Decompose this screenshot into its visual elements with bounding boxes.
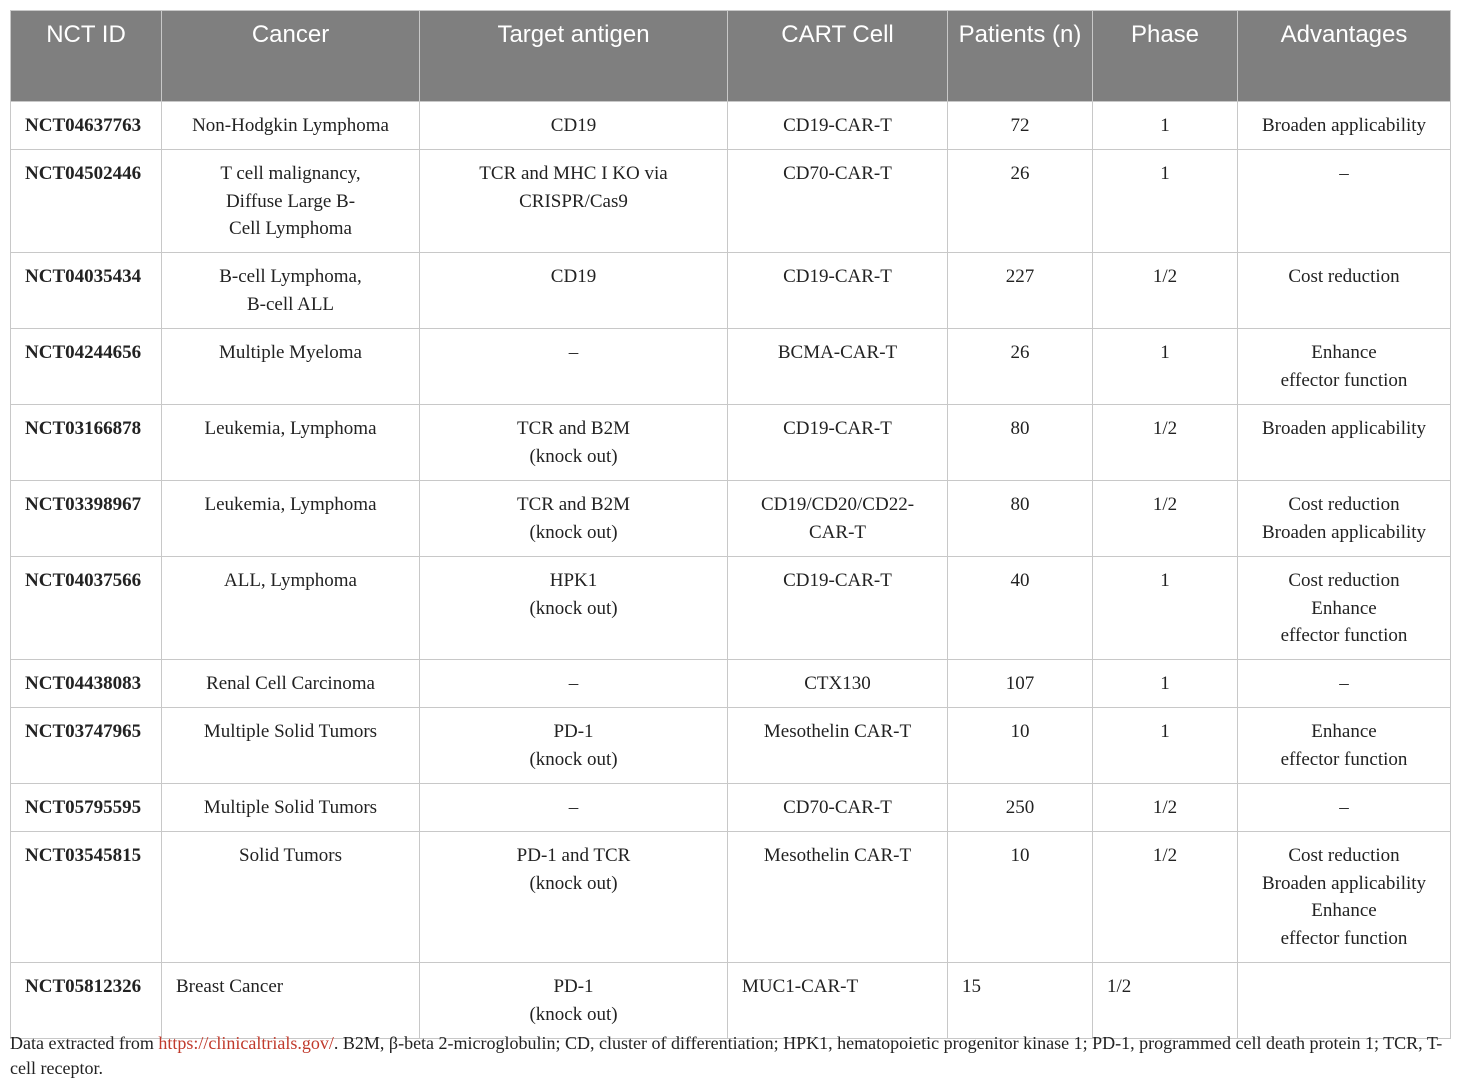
target-antigen-cell-line: (knock out)	[529, 872, 618, 894]
nct-id-cell: NCT05795595	[11, 784, 162, 832]
phase-cell: 1/2	[1093, 784, 1238, 832]
target-antigen-cell	[420, 784, 728, 832]
target-antigen-cell	[420, 708, 728, 784]
target-antigen-cell-line: TCR and B2M	[517, 418, 630, 439]
cart-cell-cell	[728, 405, 948, 481]
cart-cell-cell-line: CAR-T	[809, 521, 866, 543]
cancer-cell	[162, 963, 420, 1039]
clinical-trials-table	[10, 10, 1451, 1039]
cart-cell-cell	[728, 102, 948, 150]
cancer-cell-line: Cell Lymphoma	[229, 218, 352, 239]
target-antigen-cell	[420, 832, 728, 963]
header-row	[11, 11, 1451, 102]
cancer-cell	[162, 832, 420, 963]
cancer-cell	[162, 405, 420, 481]
advantages-cell-line: Enhance	[1311, 597, 1377, 619]
target-antigen-cell-line: CD19	[550, 266, 597, 287]
cancer-cell-line: Multiple Solid Tumors	[203, 797, 378, 818]
cart-cell-cell-line: CD19-CAR-T	[783, 115, 892, 136]
advantages-cell-line: –	[1339, 163, 1349, 184]
cancer-cell	[162, 481, 420, 557]
table-row	[11, 832, 1451, 963]
cancer-cell	[162, 329, 420, 405]
patients-cell: 227	[948, 253, 1093, 329]
cancer-cell-line: Non-Hodgkin Lymphoma	[192, 115, 389, 136]
target-antigen-cell	[420, 660, 728, 708]
target-antigen-cell-line: PD-1 and TCR	[516, 845, 631, 866]
target-antigen-cell-line: TCR and MHC I KO via	[479, 163, 668, 184]
cart-cell-cell-line: CD70-CAR-T	[783, 797, 892, 818]
target-antigen-cell	[420, 557, 728, 660]
patients-cell: 15	[948, 963, 1093, 1039]
cancer-cell-line: B-cell Lymphoma,	[219, 266, 362, 287]
advantages-cell	[1238, 963, 1451, 1039]
cart-cell-cell-line: CD70-CAR-T	[783, 163, 892, 184]
table-row	[11, 481, 1451, 557]
cart-cell-cell-line: BCMA-CAR-T	[777, 342, 898, 363]
phase-cell: 1	[1093, 102, 1238, 150]
advantages-cell	[1238, 150, 1451, 253]
header-cancer: Cancer	[162, 11, 420, 102]
target-antigen-cell-line: (knock out)	[529, 445, 618, 467]
phase-cell: 1	[1093, 150, 1238, 253]
table-row	[11, 329, 1451, 405]
advantages-cell-line: effector function	[1280, 748, 1408, 770]
target-antigen-cell	[420, 329, 728, 405]
cart-cell-cell-line: CD19-CAR-T	[783, 266, 892, 287]
advantages-cell-line: Broaden applicability	[1261, 521, 1427, 543]
patients-cell: 80	[948, 405, 1093, 481]
cancer-cell-line: B-cell ALL	[246, 293, 335, 315]
nct-id-cell: NCT04244656	[11, 329, 162, 405]
advantages-cell-line: –	[1339, 797, 1349, 818]
nct-id-cell: NCT04637763	[11, 102, 162, 150]
cancer-cell	[162, 708, 420, 784]
cancer-cell-line: Diffuse Large B-	[225, 190, 356, 212]
advantages-cell-line: effector function	[1280, 927, 1408, 949]
cart-cell-cell	[728, 963, 948, 1039]
header-cart-cell: CART Cell	[728, 11, 948, 102]
target-antigen-cell	[420, 963, 728, 1039]
advantages-cell-line: Broaden applicability	[1261, 115, 1427, 136]
cancer-cell	[162, 253, 420, 329]
phase-cell: 1	[1093, 329, 1238, 405]
phase-cell: 1/2	[1093, 405, 1238, 481]
target-antigen-cell-line: –	[568, 797, 579, 818]
advantages-cell	[1238, 832, 1451, 963]
table-body	[11, 102, 1451, 1039]
cart-cell-cell-line: CTX130	[804, 673, 871, 694]
table-row	[11, 150, 1451, 253]
advantages-cell	[1238, 660, 1451, 708]
advantages-cell	[1238, 481, 1451, 557]
phase-cell: 1	[1093, 660, 1238, 708]
cart-cell-cell	[728, 557, 948, 660]
patients-cell: 10	[948, 708, 1093, 784]
footnote-text: . B2M, β-beta 2-microglobulin; CD, cluster of differentiation; HPK1, hematopoietic progenitor kinase 1; PD-1, programmed cell death protein 1; TCR, T- cell receptor.	[10, 1033, 1443, 1078]
nct-id-cell: NCT05812326	[11, 963, 162, 1039]
advantages-cell-line: Enhance	[1311, 900, 1377, 921]
cancer-cell-line: Multiple Myeloma	[218, 342, 362, 363]
phase-cell: 1/2	[1093, 481, 1238, 557]
target-antigen-cell-line: (knock out)	[529, 1003, 618, 1025]
advantages-cell-line: Broaden applicability	[1261, 872, 1427, 894]
target-antigen-cell-line: CRISPR/Cas9	[519, 190, 628, 212]
nct-id-cell: NCT03747965	[11, 708, 162, 784]
cart-cell-cell	[728, 784, 948, 832]
advantages-cell	[1238, 253, 1451, 329]
advantages-cell	[1238, 405, 1451, 481]
cancer-cell	[162, 150, 420, 253]
cart-cell-cell-line: MUC1-CAR-T	[742, 976, 859, 997]
cart-cell-cell-line: CD19/CD20/CD22-	[760, 494, 915, 515]
cancer-cell-line: Renal Cell Carcinoma	[206, 673, 375, 694]
advantages-cell-line: Broaden applicability	[1261, 418, 1427, 439]
patients-cell: 80	[948, 481, 1093, 557]
cart-cell-cell	[728, 832, 948, 963]
nct-id-cell: NCT03545815	[11, 832, 162, 963]
table-row	[11, 405, 1451, 481]
cart-cell-cell	[728, 481, 948, 557]
advantages-cell-line: Enhance	[1311, 342, 1377, 363]
cancer-cell-line: ALL, Lymphoma	[224, 570, 357, 591]
target-antigen-cell-line: –	[568, 673, 579, 694]
header-patients: Patients (n)	[948, 11, 1093, 102]
table-row	[11, 963, 1451, 1039]
table-row	[11, 784, 1451, 832]
cancer-cell-line: Breast Cancer	[176, 976, 284, 997]
cart-cell-cell-line: Mesothelin CAR-T	[763, 721, 912, 742]
cancer-cell	[162, 102, 420, 150]
cancer-cell-line: Leukemia, Lymphoma	[204, 418, 377, 439]
cancer-cell-line: T cell malignancy,	[220, 163, 361, 184]
table-row	[11, 660, 1451, 708]
patients-cell: 10	[948, 832, 1093, 963]
nct-id-cell: NCT03398967	[11, 481, 162, 557]
target-antigen-cell-line: –	[568, 342, 579, 363]
advantages-cell-line: effector function	[1280, 625, 1408, 646]
target-antigen-cell-line: HPK1	[549, 570, 598, 591]
table-row	[11, 708, 1451, 784]
target-antigen-cell-line: (knock out)	[529, 748, 618, 770]
advantages-cell	[1238, 329, 1451, 405]
nct-id-cell: NCT04037566	[11, 557, 162, 660]
header-phase: Phase	[1093, 11, 1238, 102]
target-antigen-cell	[420, 150, 728, 253]
footnote	[10, 1031, 1452, 1081]
target-antigen-cell-line: PD-1	[553, 721, 594, 742]
nct-id-cell: NCT04035434	[11, 253, 162, 329]
cancer-cell	[162, 784, 420, 832]
cart-cell-cell	[728, 660, 948, 708]
target-antigen-cell	[420, 405, 728, 481]
advantages-cell-line: effector function	[1280, 369, 1408, 391]
target-antigen-cell-line: CD19	[550, 115, 597, 136]
nct-id-cell: NCT04438083	[11, 660, 162, 708]
advantages-cell	[1238, 784, 1451, 832]
header-advantages: Advantages	[1238, 11, 1451, 102]
phase-cell: 1/2	[1093, 963, 1238, 1039]
table-row	[11, 253, 1451, 329]
nct-id-cell: NCT04502446	[11, 150, 162, 253]
target-antigen-cell	[420, 102, 728, 150]
phase-cell: 1	[1093, 557, 1238, 660]
cancer-cell	[162, 660, 420, 708]
nct-id-cell: NCT03166878	[11, 405, 162, 481]
cancer-cell-line: Solid Tumors	[239, 845, 342, 866]
source-link[interactable]: https://clinicaltrials.gov/	[158, 1033, 334, 1053]
header-nct-id: NCT ID	[11, 11, 162, 102]
patients-cell: 250	[948, 784, 1093, 832]
table-row	[11, 557, 1451, 660]
advantages-cell-line: Enhance	[1311, 721, 1377, 742]
target-antigen-cell	[420, 253, 728, 329]
patients-cell: 72	[948, 102, 1093, 150]
target-antigen-cell-line: PD-1	[553, 976, 594, 997]
cancer-cell-line: Leukemia, Lymphoma	[204, 494, 377, 515]
header-target-antigen: Target antigen	[420, 11, 728, 102]
cart-cell-cell	[728, 329, 948, 405]
target-antigen-cell-line: (knock out)	[529, 521, 618, 543]
target-antigen-cell-line: (knock out)	[529, 597, 618, 619]
cart-cell-cell	[728, 150, 948, 253]
phase-cell: 1/2	[1093, 832, 1238, 963]
cart-cell-cell-line: CD19-CAR-T	[783, 570, 892, 591]
advantages-cell-line: Cost reduction	[1288, 570, 1400, 591]
advantages-cell-line: Cost reduction	[1288, 266, 1400, 287]
advantages-cell-line: Cost reduction	[1288, 845, 1400, 866]
cancer-cell	[162, 557, 420, 660]
advantages-cell-line: Cost reduction	[1288, 494, 1400, 515]
patients-cell: 40	[948, 557, 1093, 660]
cart-cell-cell	[728, 708, 948, 784]
phase-cell: 1/2	[1093, 253, 1238, 329]
advantages-cell	[1238, 708, 1451, 784]
advantages-cell	[1238, 557, 1451, 660]
phase-cell: 1	[1093, 708, 1238, 784]
table-row	[11, 102, 1451, 150]
cart-cell-cell	[728, 253, 948, 329]
patients-cell: 26	[948, 150, 1093, 253]
cart-cell-cell-line: Mesothelin CAR-T	[763, 845, 912, 866]
patients-cell: 26	[948, 329, 1093, 405]
cancer-cell-line: Multiple Solid Tumors	[203, 721, 378, 742]
advantages-cell	[1238, 102, 1451, 150]
cart-cell-cell-line: CD19-CAR-T	[783, 418, 892, 439]
target-antigen-cell	[420, 481, 728, 557]
target-antigen-cell-line: TCR and B2M	[517, 494, 630, 515]
patients-cell: 107	[948, 660, 1093, 708]
footnote-prefix: Data extracted from	[10, 1033, 159, 1053]
advantages-cell-line: –	[1339, 673, 1349, 694]
